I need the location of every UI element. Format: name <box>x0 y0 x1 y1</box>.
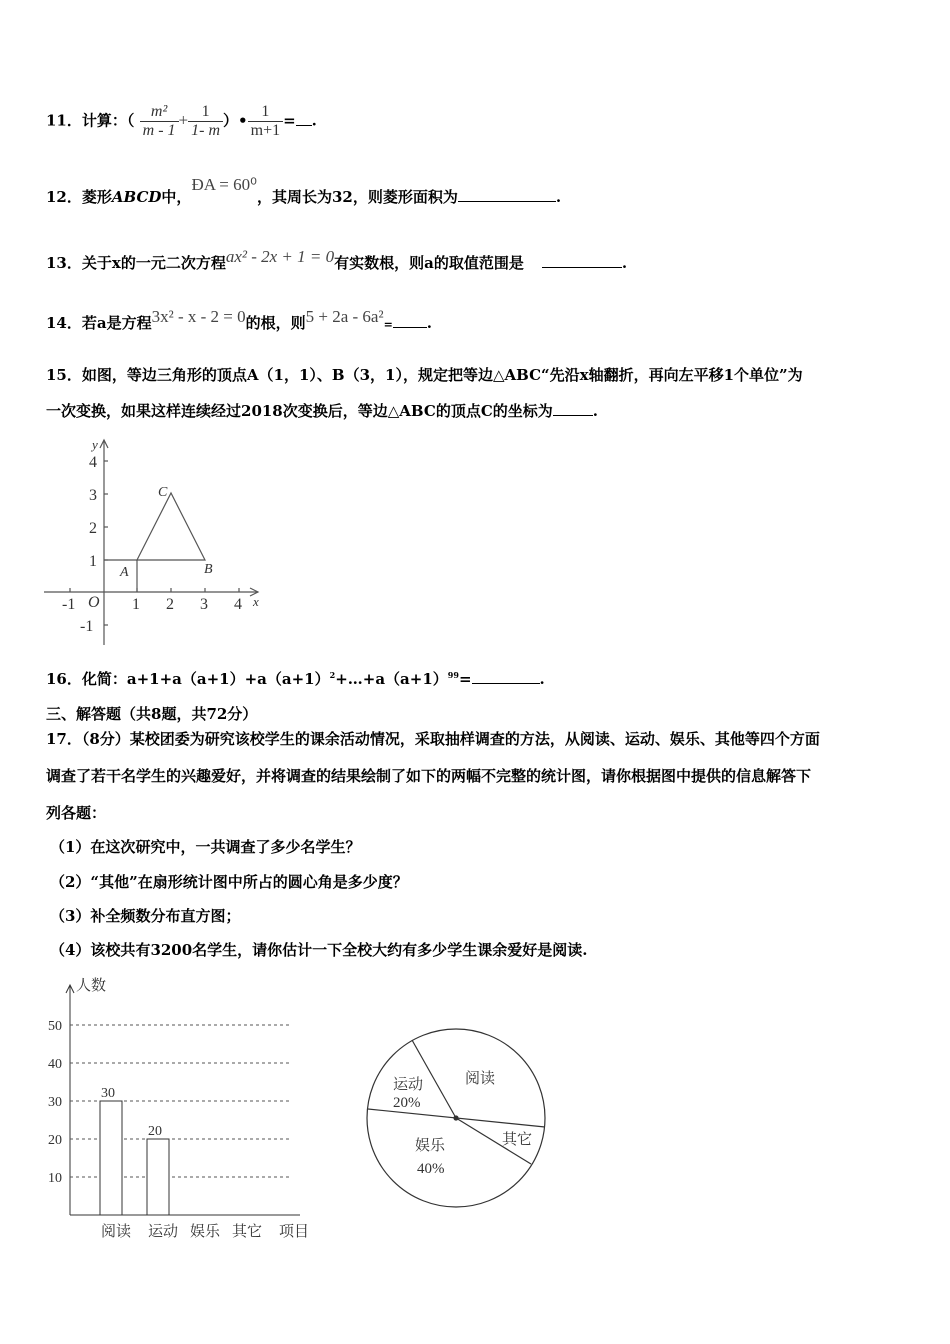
y-tick-label: 10 <box>48 1171 62 1186</box>
origin-label: O <box>88 594 100 611</box>
paren: ） <box>223 111 239 130</box>
formula: ÐA = 60⁰ <box>191 175 257 194</box>
period: . <box>426 314 433 332</box>
equals: = <box>458 670 472 688</box>
sub-question-1: （1）在这次研究中，一共调查了多少名学生？ <box>50 838 361 856</box>
text: 的根，则 <box>245 314 306 332</box>
formula: ax² - 2x + 1 = 0 <box>225 247 335 266</box>
period: . <box>311 111 317 130</box>
plus: + <box>178 110 189 130</box>
x-tick-label: 阅读 <box>101 1224 132 1240</box>
y-tick-label: 3 <box>89 487 97 504</box>
text: ABCD <box>111 188 162 206</box>
answer-blank <box>458 201 556 202</box>
x-tick-label: 2 <box>166 596 174 613</box>
numerator: m² <box>140 103 179 122</box>
slice-label-reading: 阅读 <box>465 1071 496 1087</box>
denominator: 1- m <box>191 122 221 139</box>
slice-label-entertainment: 娱乐 <box>415 1138 446 1154</box>
pie-chart <box>350 1020 570 1220</box>
pie-center <box>454 1116 458 1120</box>
text: 12．菱形 <box>46 188 112 206</box>
y-tick-label: 20 <box>48 1133 62 1148</box>
text: +…+a（a+1） <box>335 670 448 688</box>
question-17-line3: 列各题： <box>46 804 107 822</box>
q-number: 11． <box>46 111 82 130</box>
bar <box>100 1101 122 1215</box>
bar <box>147 1139 169 1215</box>
equals: = <box>383 318 393 331</box>
period: . <box>539 670 545 688</box>
answer-blank <box>472 683 540 684</box>
point-b-label: B <box>204 562 213 577</box>
sub-question-4: （4）该校共有3200名学生，请你估计一下全校大约有多少学生课余爱好是阅读. <box>50 941 588 959</box>
numerator: 1 <box>248 103 283 122</box>
point-c-label: C <box>158 485 168 500</box>
y-tick-label: -1 <box>80 618 94 635</box>
exponent: 99 <box>447 670 459 680</box>
x-label: x <box>253 594 259 609</box>
period: . <box>592 402 598 420</box>
data-label: 20 <box>148 1124 162 1139</box>
text: 16．化简：a+1+a（a+1）+a（a+1） <box>46 670 330 688</box>
text: 有实数根，则a的取值范围是 <box>334 254 524 272</box>
formula: 5 + 2a - 6a² <box>305 307 384 326</box>
answer-blank <box>393 327 427 328</box>
numerator: 1 <box>188 103 223 122</box>
x-tick-label: -1 <box>62 596 76 613</box>
dot: • <box>238 111 248 130</box>
equals: = <box>283 111 296 130</box>
answer-blank <box>542 267 622 268</box>
y-tick-label: 2 <box>89 520 97 537</box>
x-tick-label: 其它 <box>232 1224 263 1240</box>
x-tick-label: 1 <box>132 596 140 613</box>
bar-chart <box>0 0 330 1344</box>
period: . <box>621 254 628 272</box>
exponent: 2 <box>329 670 336 680</box>
period: . <box>555 188 562 206</box>
text: 13．关于x的一元二次方程 <box>46 254 226 272</box>
x-tick-label: 娱乐 <box>190 1224 221 1240</box>
text: 一次变换，如果这样连续经过2018次变换后，等边△ABC的顶点C的坐标为 <box>46 402 553 420</box>
formula: 3x² - x - 2 = 0 <box>151 307 246 326</box>
sub-question-3: （3）补全频数分布直方图； <box>50 907 241 925</box>
slice-label-sports: 运动 <box>393 1077 424 1093</box>
x-axis-label: 项目 <box>279 1224 310 1240</box>
y-tick-label: 50 <box>48 1019 62 1034</box>
x-tick-label: 3 <box>200 596 208 613</box>
text: ，其周长为32，则菱形面积为 <box>256 188 458 206</box>
slice-percent-sports: 20% <box>393 1095 421 1111</box>
paren: （ <box>126 111 135 130</box>
denominator: m+1 <box>250 122 281 139</box>
question-17-line1: 17．（8分）某校团委为研究该校学生的课余活动情况，采取抽样调查的方法，从阅读、运动、娱乐、其他等四个方面 <box>46 730 820 748</box>
y-tick-label: 4 <box>89 454 97 471</box>
q-label: 计算： <box>81 111 127 130</box>
answer-blank <box>553 415 593 416</box>
text: 14．若a是方程 <box>46 314 152 332</box>
point-a-label: A <box>120 565 129 580</box>
question-17-line2: 调查了若干名学生的兴趣爱好，并将调查的结果绘制了如下的两幅不完整的统计图，请你根据图中提供的信息解答下 <box>46 767 812 785</box>
y-label: y <box>92 437 98 452</box>
x-tick-label: 4 <box>234 596 242 613</box>
x-tick-label: 运动 <box>148 1224 179 1240</box>
slice-label-other: 其它 <box>502 1132 533 1148</box>
denominator: m - 1 <box>142 122 176 139</box>
y-tick-label: 1 <box>89 553 97 570</box>
slice-percent-entertainment: 40% <box>417 1161 445 1177</box>
section-heading: 三、解答题（共8题，共72分） <box>46 705 258 723</box>
y-tick-label: 40 <box>48 1057 62 1072</box>
y-axis-label: 人数 <box>76 978 107 994</box>
question-15-line1: 15．如图，等边三角形的顶点A（1，1）、B（3，1），规定把等边△ABC“先沿x轴翻折，再向左平移1个单位”为 <box>46 366 803 384</box>
text: 中， <box>161 188 192 206</box>
sub-question-2: （2）“其他”在扇形统计图中所占的圆心角是多少度？ <box>50 873 408 891</box>
data-label: 30 <box>101 1086 115 1101</box>
y-tick-label: 30 <box>48 1095 62 1110</box>
